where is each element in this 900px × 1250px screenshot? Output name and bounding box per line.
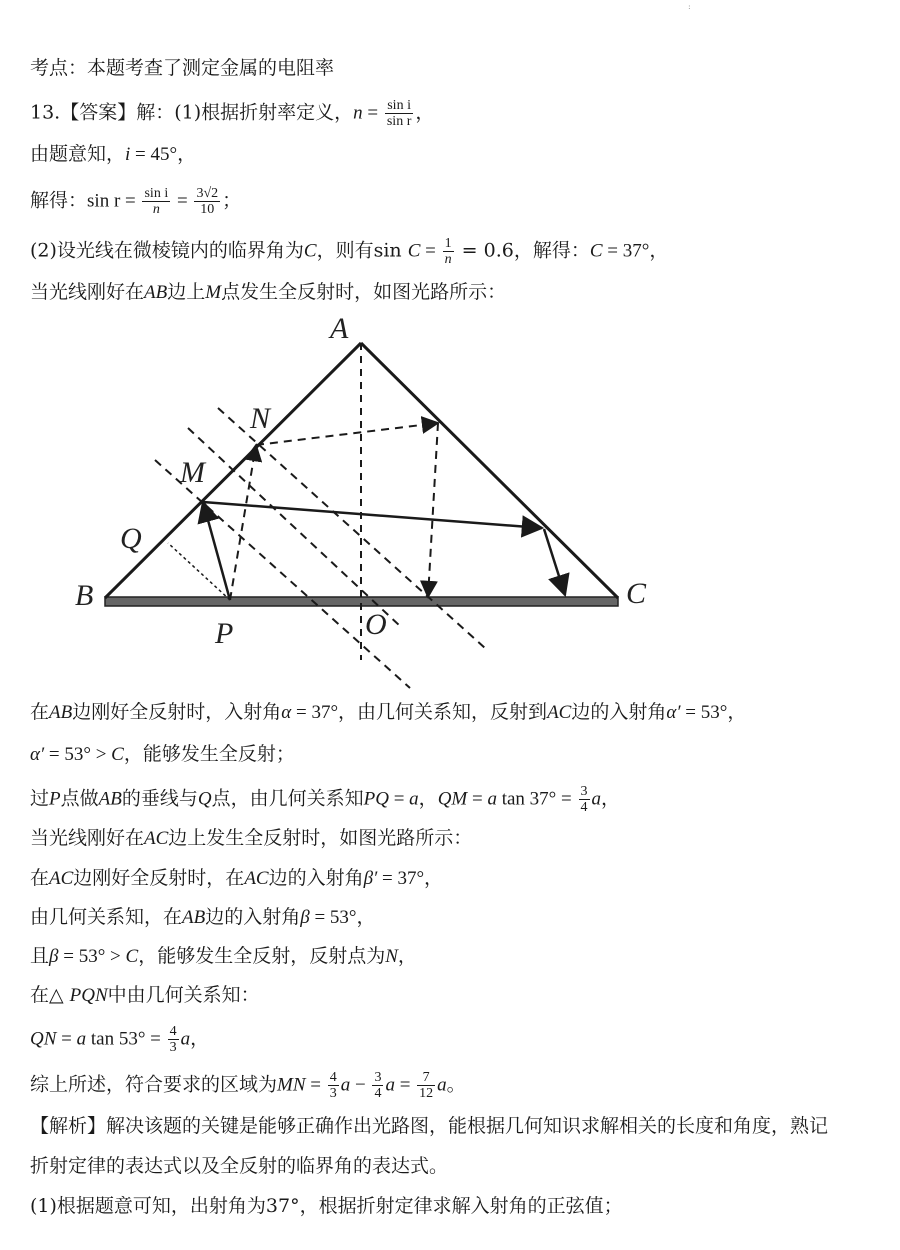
label-n: N [250,402,271,435]
text-line-1: 考点：本题考查了测定金属的电阻率 [30,57,335,79]
ray-p-m [203,502,230,600]
fraction: $\frac{4}{3}$ [329,1070,337,1101]
text-line-14: 在△ PQN中由几何关系知： [30,984,260,1006]
text-line-2: 13.【答案】解：(1)根据折射率定义，n = $\frac{\text{sin i}}{\text{sin r}}$ ， [30,98,435,129]
text-line-6: 当光线刚好在AB边上M点发生全反射时，如图光路所示： [30,281,507,303]
label-a: A [330,312,349,345]
prism-light-path-diagram [70,310,670,695]
ray-ac-base-2 [428,423,438,597]
fraction: $\frac{\text{sin i}}{\text{sin r}}$ [386,98,412,129]
text-line-7: 在AB边刚好全反射时，入射角α = 37°，由几何关系知，反射到AC边的入射角α′ = 53°， [30,701,747,723]
fraction: $\frac{3√2}{10}$ [196,186,219,217]
fraction: $\frac{\text{sin i}}{n}$ [144,186,169,217]
text-line-5: (2)设光线在微棱镜内的临界角为C，则有sin C = $\frac{1}{n}$ = 0.6，解得：C = 37°， [30,236,669,267]
text-line-10: 当光线刚好在AC边上发生全反射时，如图光路所示： [30,827,473,849]
corner-mark: : [688,2,691,11]
text-line-9: 过P点做AB的垂线与Q点，由几何关系知PQ = a，QM = a tan 37° = $\frac{3}{4}$ a， [30,784,621,815]
text-line-16: 综上所述，符合要求的区域为MN = $\frac{4}{3}$ a − $\frac{3}{4}$ a = $\frac{7}{12}$ a。 [30,1070,466,1101]
side-ac [361,343,618,598]
fraction: $\frac{3}{4}$ [580,784,588,815]
text-line-18: 折射定律的表达式以及全反射的临界角的表达式。 [30,1155,449,1177]
ray-m-ac [203,502,542,528]
label-c: C [626,577,647,610]
perpendicular-pq [168,543,230,600]
text-line-15: QN = a tan 53° = $\frac{4}{3}$ a， [30,1024,210,1055]
label-b: B [75,579,94,612]
label-p: P [215,617,234,650]
text-line-12: 由几何关系知，在AB边的入射角β = 53°， [30,906,376,928]
text-line-3: 由题意知，i = 45°， [30,143,197,165]
ray-ac-base [544,529,565,595]
text-line-17: 【解析】解决该题的关键是能够正确作出光路图，能根据几何知识求解相关的长度和角度，熟记 [30,1115,829,1137]
fraction: $\frac{4}{3}$ [169,1024,177,1055]
text-line-13: 且β = 53° > C，能够发生全反射，反射点为N， [30,945,417,967]
text-line-4: 解得：sin r = $\frac{\text{sin i}}{n}$ = $\frac{3√2}{10}$ ； [30,186,242,217]
label-q: Q [120,522,142,555]
fraction: $\frac{1}{n}$ [444,236,452,267]
dashed-line-1 [155,460,410,688]
text-line-11: 在AC边刚好全反射时，在AC边的入射角β′ = 37°， [30,867,444,889]
fraction: $\frac{3}{4}$ [374,1070,382,1101]
label-m: M [180,456,205,489]
text-line-19: (1)根据题意可知，出射角为37°，根据折射定律求解入射角的正弦值； [30,1195,623,1217]
label-o: O [365,608,387,641]
text-line-8: α′ = 53° > C，能够发生全反射； [30,743,295,765]
ray-n-ac [256,423,438,445]
fraction: $\frac{7}{12}$ [419,1070,434,1101]
